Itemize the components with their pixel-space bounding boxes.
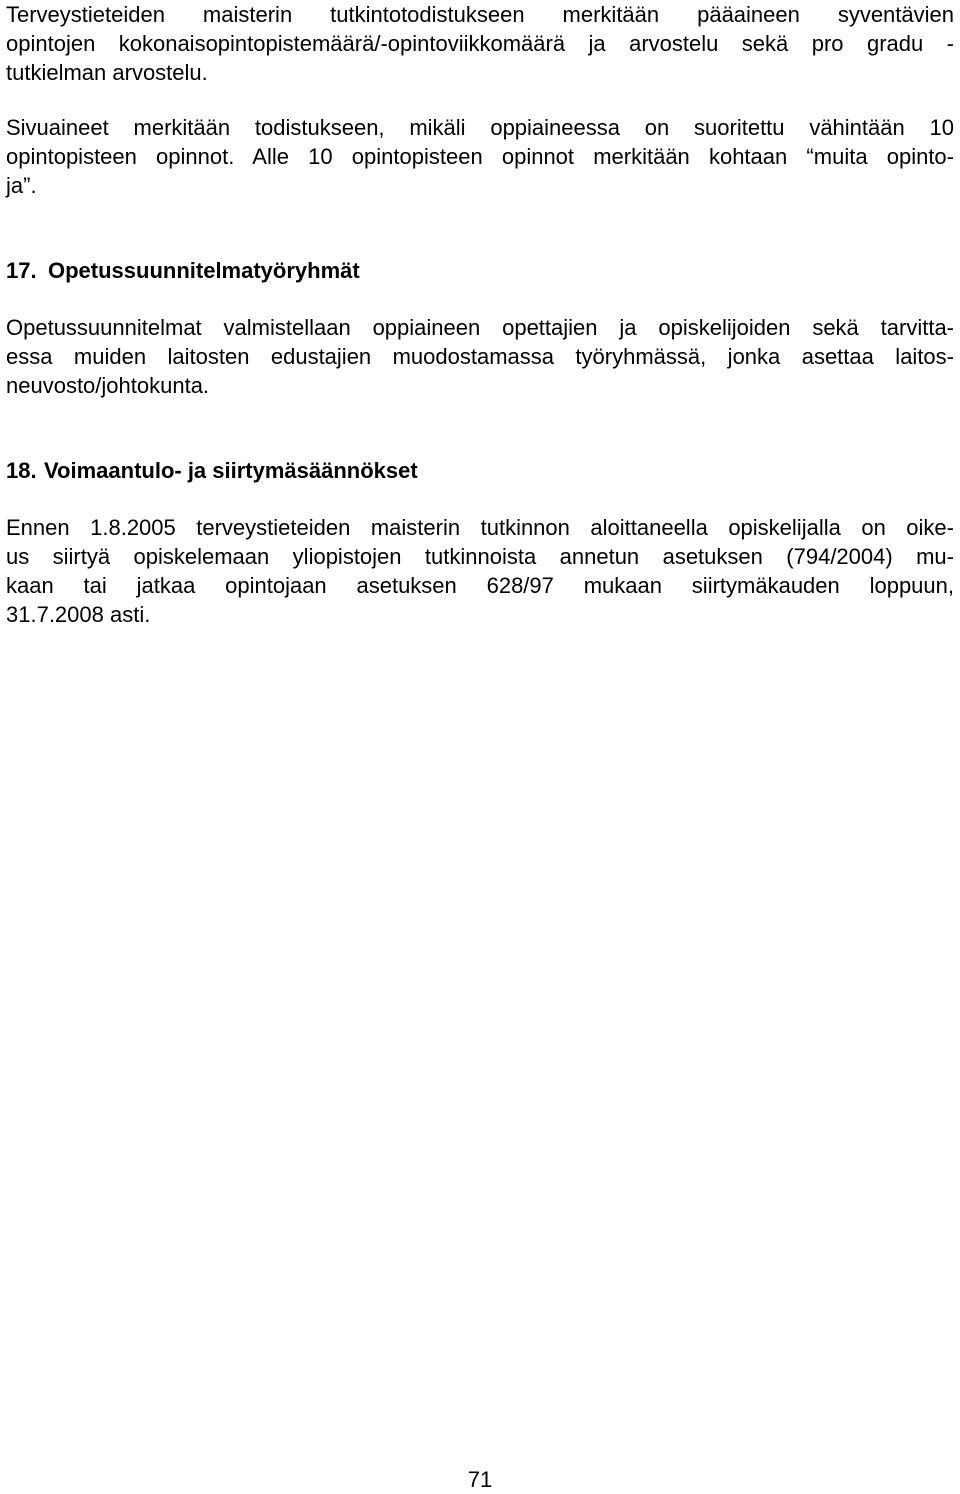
- text-line: ja”.: [6, 173, 37, 198]
- paragraph-minor-subjects: [6, 113, 954, 200]
- text-line: Terveystieteiden maisterin tutkintotodistukseen merkitään pääaineen syventävien: [6, 2, 954, 27]
- text-line: tutkielman arvostelu.: [6, 60, 208, 85]
- text-line: Ennen 1.8.2005 terveystieteiden maisterin tutkinnon aloittaneella opiskelijalla on oike-: [6, 515, 954, 540]
- paragraph-degree-certificate: [6, 0, 954, 87]
- section-title: Opetussuunnitelmatyöryhmät: [48, 258, 360, 283]
- section-number: 18.: [6, 458, 37, 483]
- section-title: Voimaantulo- ja siirtymäsäännökset: [44, 458, 418, 483]
- text-line: opintopisteen opinnot. Alle 10 opintopisteen opinnot merkitään kohtaan “muita opinto-: [6, 144, 954, 169]
- paragraph-curriculum-groups: [6, 313, 954, 400]
- text-line: Opetussuunnitelmat valmistellaan oppiaineen opettajien ja opiskelijoiden sekä tarvitta-: [6, 315, 954, 340]
- text-line: Sivuaineet merkitään todistukseen, mikäli oppiaineessa on suoritettu vähintään 10: [6, 115, 954, 140]
- text-line: 31.7.2008 asti.: [6, 602, 151, 627]
- section-number: 17.: [6, 258, 37, 283]
- paragraph-transition-rules: [6, 513, 954, 629]
- section-heading-17: [6, 256, 360, 285]
- section-heading-18: [6, 456, 418, 485]
- text-line: kaan tai jatkaa opintojaan asetuksen 628/97 mukaan siirtymäkauden loppuun,: [6, 573, 954, 598]
- text-line: us siirtyä opiskelemaan yliopistojen tutkinnoista annetun asetuksen (794/2004) mu-: [6, 544, 954, 569]
- text-line: neuvosto/johtokunta.: [6, 373, 210, 398]
- page-number: 71: [467, 1467, 493, 1492]
- text-line: opintojen kokonaisopintopistemäärä/-opintoviikkomäärä ja arvostelu sekä pro gradu -: [6, 31, 954, 56]
- text-line: essa muiden laitosten edustajien muodostamassa työryhmässä, jonka asettaa laitos-: [6, 344, 954, 369]
